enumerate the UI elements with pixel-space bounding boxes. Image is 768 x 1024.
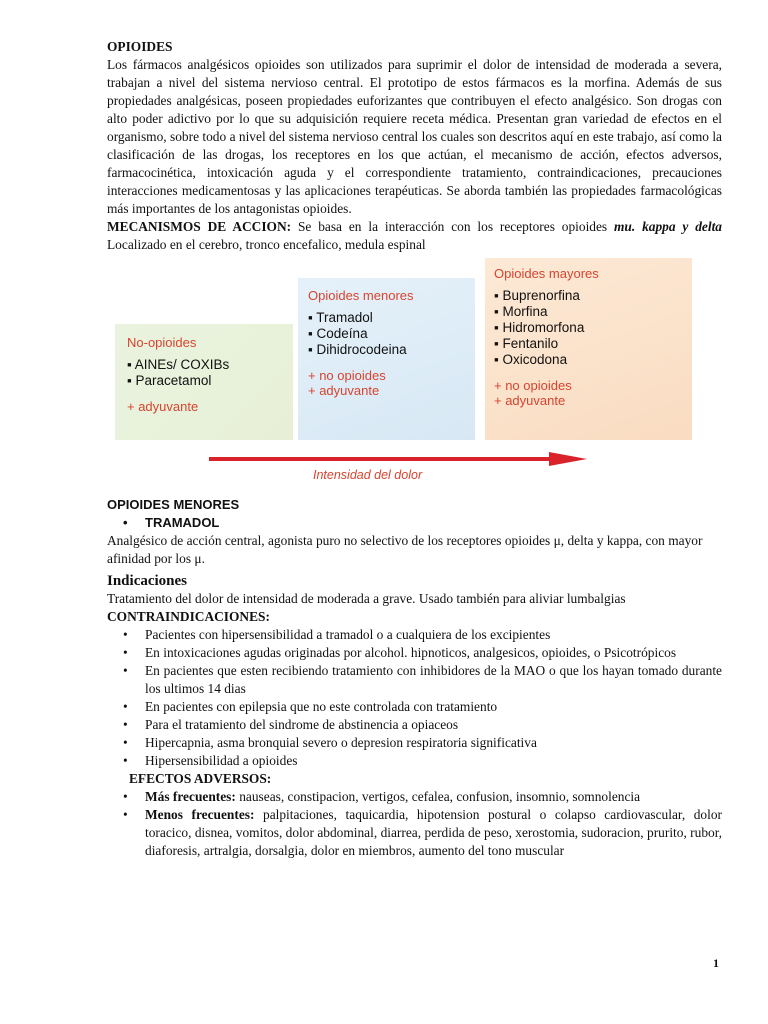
list-item [107,788,722,806]
list-item: • En pacientes con epilepsia que no este controlada con tratamiento [107,698,722,716]
indicaciones-heading: Indicaciones [107,573,188,589]
indicaciones-text: Tratamiento del dolor de intensidad de moderada a grave. Usado también para aliviar lumbalgias [107,591,626,606]
contraindicaciones-heading: CONTRAINDICACIONES: [107,609,270,624]
document-page [107,38,722,860]
opioides-mayores-item: ▪ Buprenorfina [494,288,580,303]
opioides-menores-title: Opioides menores [308,288,414,303]
menores-drug-list [107,514,722,532]
mecanismos-text-1: Se basa en la interacción con los receptores opioides [291,219,615,234]
opioides-mayores-extra: + adyuvante [494,393,566,408]
opioides-mayores-title: Opioides mayores [494,266,599,281]
axis-label: Intensidad del dolor [313,468,423,482]
opioides-menores-extra: + no opioides [308,368,386,383]
opioides-mayores-item: ▪ Fentanilo [494,336,559,351]
frecuentes-label: Más frecuentes: [145,789,236,804]
list-item: • En pacientes que esten recibiendo tratamiento con inhibidores de la MAO o que los hayan tomado durante los ultimos 14 dias [107,662,722,698]
efectos-list [107,788,722,860]
no-opioides-box [115,324,293,440]
intro-title: OPIOIDES [107,39,173,54]
no-opioides-title: No-opioides [127,335,197,350]
receptors-text: mu. kappa y delta [614,219,722,234]
no-opioides-item: ▪ AINEs/ COXIBs [127,357,230,372]
contraindicaciones-list [107,626,722,770]
list-item: • Pacientes con hipersensibilidad a tramadol o a cualquiera de los excipientes [107,626,722,644]
tramadol-heading: • TRAMADOL [107,514,722,532]
menos-frecuentes-text: palpitaciones, taquicardia, hipotension postural o colapso cardiovascular, dolor toracico, disnea, vomitos, dolor abdominal, diarrea, perdida de peso, xerostomia, sudoracion, prurito, rubor, diaforesis, artralgia, dorsalgia, dolor en miembros, aumento del tono muscular [145,807,722,858]
arrow-head [549,452,587,466]
pain-intensity-arrow [209,452,589,466]
menos-frecuentes-label: Menos frecuentes: [145,807,255,822]
menores-heading: OPIOIDES MENORES [107,497,240,512]
arrow-shaft [209,457,559,461]
list-item: • En intoxicaciones agudas originadas por alcohol. hipnoticos, analgesicos, opioides, o Psicotrópicos [107,644,722,662]
analgesic-ladder-diagram [113,258,693,488]
opioides-menores-item: ▪ Dihidrocodeina [308,342,407,357]
list-item: • Hipercapnia, asma bronquial severo o depresion respiratoria significativa [107,734,722,752]
opioides-mayores-item: ▪ Oxicodona [494,352,568,367]
opioides-menores-extra: + adyuvante [308,383,380,398]
no-opioides-item: ▪ Paracetamol [127,373,212,388]
intro-paragraph: Los fármacos analgésicos opioides son utilizados para suprimir el dolor de intensidad de moderada a severa, trabajan a nivel del sistema nervioso central. El prototipo de estos fármacos es la morfina. Además de sus propiedades analgésicas, poseen propiedades euforizantes que contribuyen el efecto analgésico. Son drogas con alto poder adictivo por lo que su adquisición requiere receta médica. Presentan gran variedad de efectos en el organismo, sobre todo a nivel del sistema nervioso central los cuales son descritos aquí en este trabajo, así como la clasificación de las drogas, los receptores en los que actúan, el mecanismo de acción, efectos adversos, farmacocinética, intoxicación aguda y el correspondiente tratamiento, contraindicaciones, precauciones interacciones medicamentosas y las aplicaciones terapéuticas. Se aborda también las propiedades farmacológicas más importantes de los antagonistas opioides. [107,57,722,216]
mecanismos-text-2: Localizado en el cerebro, tronco encefalico, medula espinal [107,237,426,252]
mecanismos-label: MECANISMOS DE ACCION: [107,219,292,234]
opioides-menores-box [298,278,475,440]
no-opioides-adjuvant: + adyuvante [127,399,199,414]
frecuentes-text: nauseas, constipacion, vertigos, cefalea, confusion, insomnio, somnolencia [235,789,641,804]
tramadol-description: Analgésico de acción central, agonista puro no selectivo de los receptores opioides μ, delta y kappa, con mayor afinidad por los μ. [107,533,703,566]
opioides-mayores-extra: + no opioides [494,378,572,393]
opioides-mayores-box [485,258,692,440]
efectos-heading: EFECTOS ADVERSOS: [129,771,272,786]
list-item [107,806,722,860]
opioides-menores-item: ▪ Tramadol [308,310,373,325]
list-item: • Hipersensibilidad a opioides [107,752,722,770]
mecanismos-paragraph [107,218,722,254]
opioides-menores-item: ▪ Codeína [308,326,368,341]
opioides-mayores-item: ▪ Morfina [494,304,548,319]
page-number: 1 [713,956,719,970]
opioides-mayores-item: ▪ Hidromorfona [494,320,585,335]
list-item: • Para el tratamiento del sindrome de abstinencia a opiaceos [107,716,722,734]
